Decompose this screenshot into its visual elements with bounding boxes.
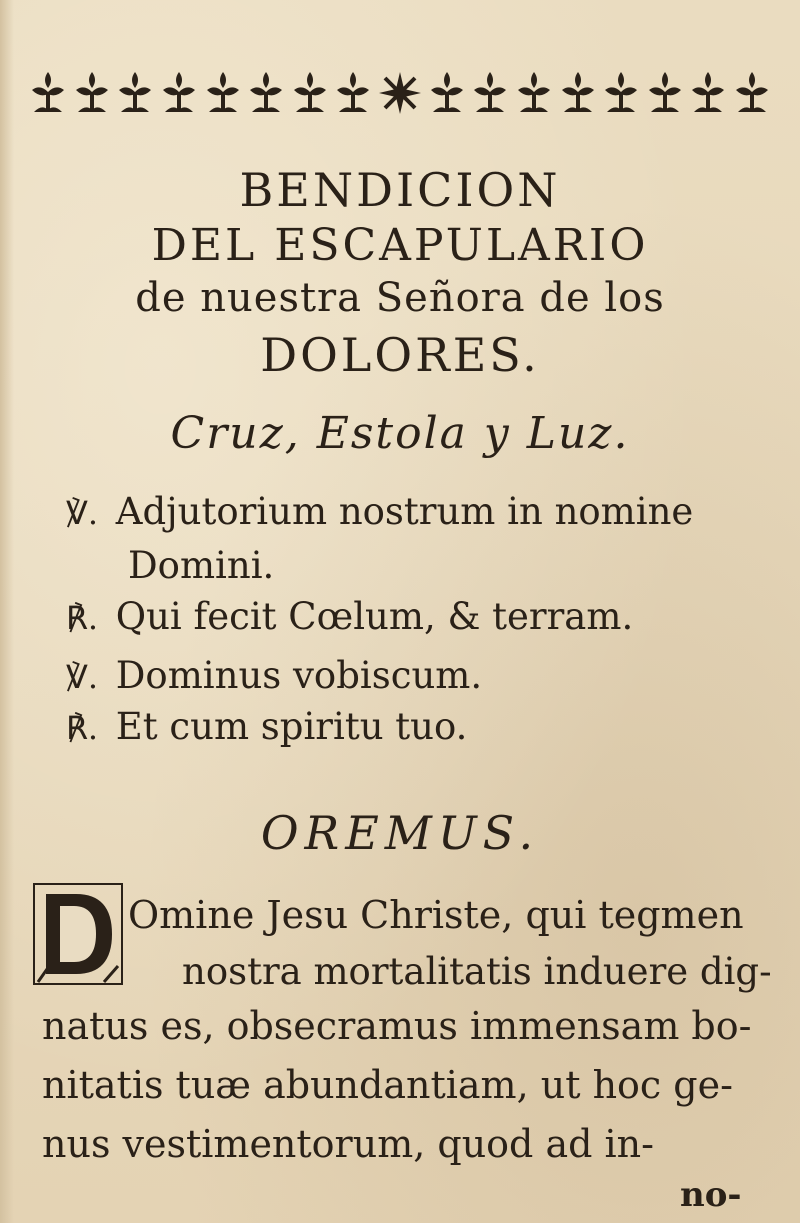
title-line-bendicion: BENDICION [239,163,561,217]
fleuron-icon [333,70,373,116]
drop-cap-graphic [32,882,124,986]
fleuron-icon [427,70,467,116]
fleuron-icon [246,70,286,116]
response-1 [66,595,633,638]
fleuron-icon [732,70,772,116]
fleuron-icon [688,70,728,116]
star-cross-icon [377,70,423,116]
header-ornament-band [28,60,772,126]
versicle-text: Adjutorium nostrum in nomine [115,490,694,533]
versicle-text: Dominus vobiscum. [115,654,483,697]
versicle-2 [66,654,482,697]
prayer-line-4: nitatis tuæ abundantiam, ut hoc ge- [42,1063,733,1107]
title-line-dolores: DOLORES. [260,328,540,382]
catchword: no- [680,1175,742,1215]
fleuron-icon [115,70,155,116]
drop-cap-d [32,882,124,986]
fleuron-icon [159,70,199,116]
response-text: Et cum spiritu tuo. [115,705,468,748]
prayer-line-1: Omine Jesu Christe, qui tegmen [128,893,744,937]
fleuron-icon [558,70,598,116]
response-text: Qui fecit Cœlum, & terram. [115,595,634,638]
fleuron-icon [72,70,112,116]
response-mark: ℟. [66,709,99,747]
versicle-mark: ℣. [66,494,99,532]
fleuron-icon [28,70,68,116]
response-2 [66,705,467,748]
versicle-1 [66,490,693,533]
versicle-mark: ℣. [66,658,99,696]
fleuron-icon [470,70,510,116]
fleuron-icon [514,70,554,116]
response-mark: ℟. [66,599,99,637]
fleuron-icon [203,70,243,116]
prayer-line-3: natus es, obsecramus immensam bo- [42,1004,752,1048]
prayer-line-5: nus vestimentorum, quod ad in- [42,1122,654,1166]
fleuron-icon [645,70,685,116]
fleuron-icon [601,70,641,116]
title-line-senora: de nuestra Señora de los [135,275,665,321]
title-line-escapulario: DEL ESCAPULARIO [151,220,649,271]
fleuron-icon [290,70,330,116]
oremus-heading: OREMUS. [260,806,540,860]
versicle-1-continuation: Domini. [128,544,275,587]
prayer-line-2: nostra mortalitatis induere dig- [182,950,772,993]
subtitle-cruz-estola-luz: Cruz, Estola y Luz. [170,408,630,459]
